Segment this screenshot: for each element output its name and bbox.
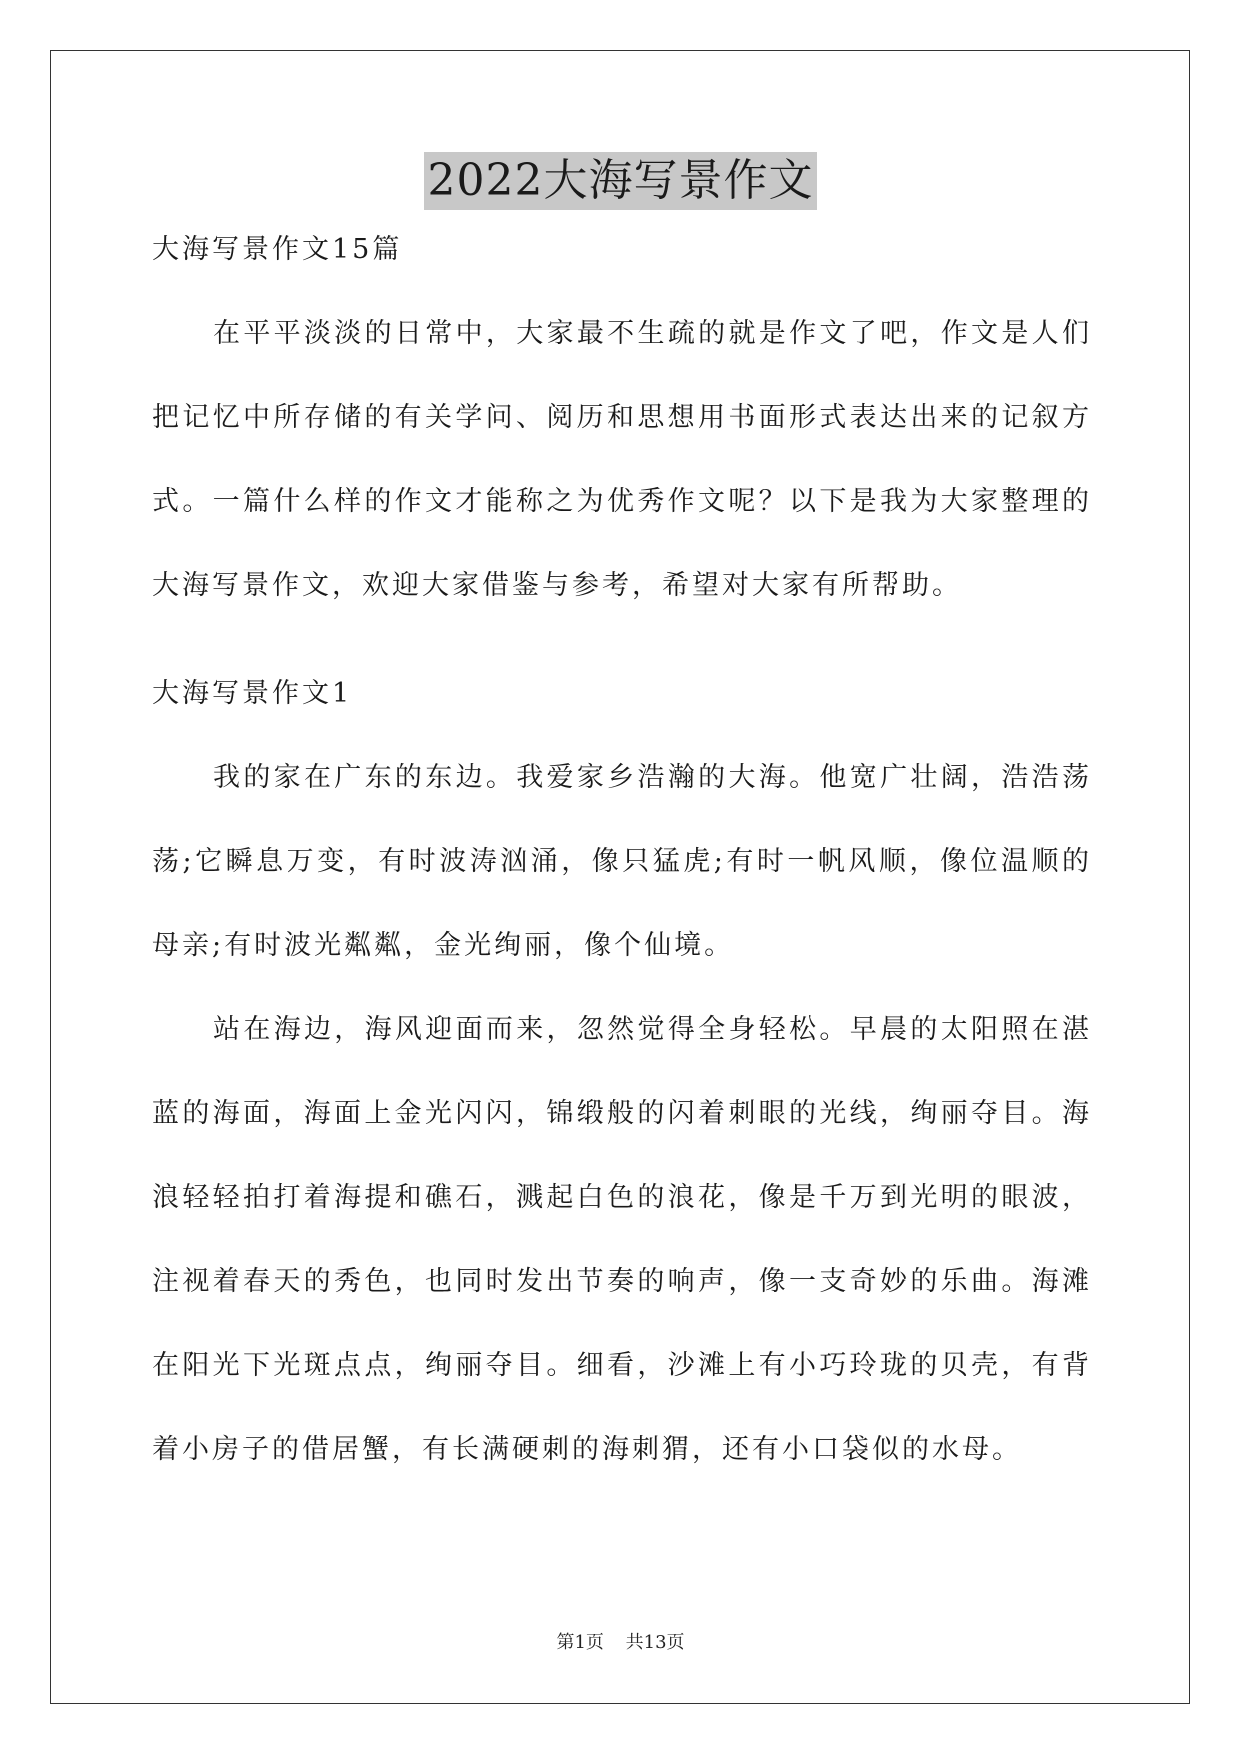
section-1-paragraph-1: 我的家在广东的东边。我爱家乡浩瀚的大海。他宽广壮阔，浩浩荡荡;它瞬息万变，有时波涛汹涌，像只猛虎;有时一帆风顺，像位温顺的母亲;有时波光粼粼，金光绚丽，像个仙境。	[152, 762, 1092, 961]
page-number-current: 第1页	[556, 1632, 604, 1653]
intro-paragraph: 在平平淡淡的日常中，大家最不生疏的就是作文了吧，作文是人们把记忆中所存储的有关学问、阅历和思想用书面形式表达出来的记叙方式。一篇什么样的作文才能称之为优秀作文呢？以下是我为大家整理的大海写景作文，欢迎大家借鉴与参考，希望对大家有所帮助。	[152, 318, 1092, 601]
section-1-paragraph-2: 站在海边，海风迎面而来，忽然觉得全身轻松。早晨的太阳照在湛蓝的海面，海面上金光闪闪，锦缎般的闪着刺眼的光线，绚丽夺目。海浪轻轻拍打着海提和礁石，溅起白色的浪花，像是千万到光明的眼波，注视着春天的秀色，也同时发出节奏的响声，像一支奇妙的乐曲。海滩在阳光下光斑点点，绚丽夺目。细看，沙滩上有小巧玲珑的贝壳，有背着小房子的借居蟹，有长满硬刺的海刺猬，还有小口袋似的水母。	[152, 1014, 1092, 1465]
section-1-block	[152, 652, 1092, 1492]
title-container	[0, 152, 1241, 210]
page-number-total: 共13页	[625, 1632, 685, 1653]
intro-block	[152, 208, 1092, 628]
section-1-heading: 大海写景作文1	[152, 678, 353, 709]
page-footer	[0, 1628, 1241, 1654]
document-title: 2022大海写景作文	[424, 152, 818, 210]
document-subtitle: 大海写景作文15篇	[152, 234, 403, 265]
